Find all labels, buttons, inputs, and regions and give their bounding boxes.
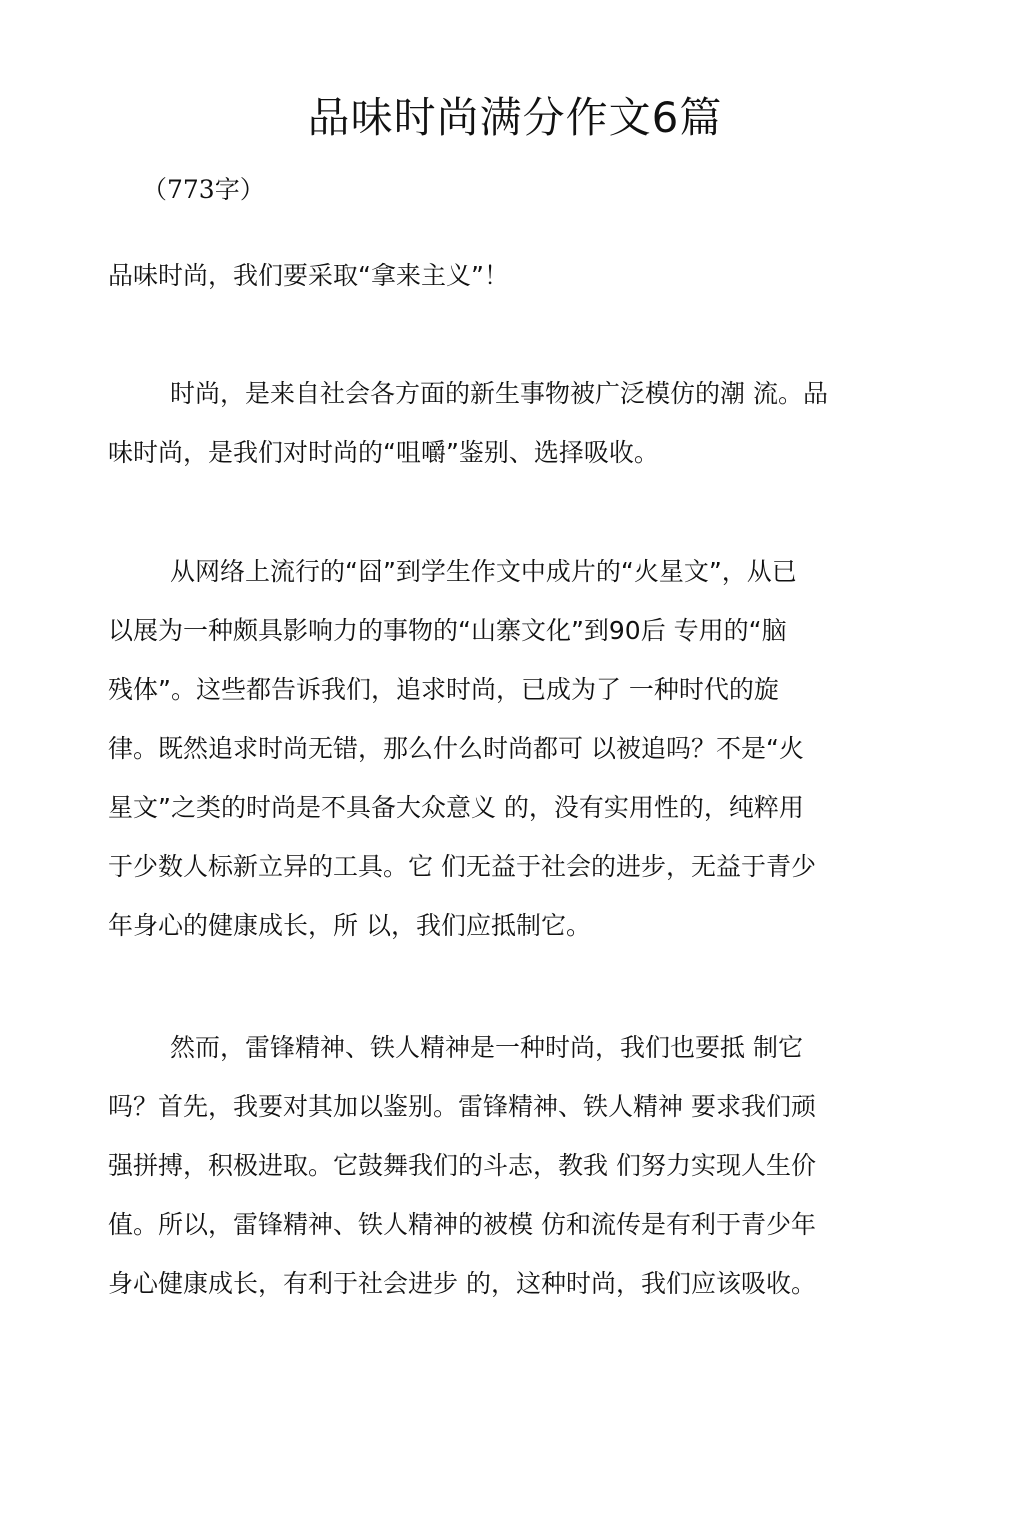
paragraph-line: 值。所以，雷锋精神、铁人精神的被模 仿和流传是有利于青少年 [108,1210,816,1239]
paragraph-line: 时尚，是来自社会各方面的新生事物被广泛模仿的潮 流。品 [170,379,828,408]
paragraph-line: 律。既然追求时尚无错，那么什么时尚都可 以被追吗？不是“火 [108,734,804,763]
paragraph-line: 味时尚，是我们对时尚的“咀嚼”鉴别、选择吸收。 [108,438,659,467]
document-title: 品味时尚满分作文6篇 [307,93,723,142]
paragraph-line: 然而，雷锋精神、铁人精神是一种时尚，我们也要抵 制它 [170,1033,803,1062]
paragraph-line: 星文”之类的时尚是不具备大众意义 的，没有实用性的，纯粹用 [108,793,804,822]
paragraph-line: 强拼搏，积极进取。它鼓舞我们的斗志，教我 们努力实现人生价 [108,1151,816,1180]
paragraph-line: 从网络上流行的“囧”到学生作文中成片的“火星文”，从已 [170,557,797,586]
paragraph-line: 残体”。这些都告诉我们，追求时尚，已成为了 一种时代的旋 [108,675,779,704]
paragraph-line: 年身心的健康成长，所 以，我们应抵制它。 [108,911,591,940]
word-count: （773字） [142,175,265,204]
thesis-line: 品味时尚，我们要采取“拿来主义”！ [108,261,509,290]
paragraph-line: 以展为一种颇具影响力的事物的“山寨文化”到90后 专用的“脑 [108,616,787,645]
paragraph-line: 于少数人标新立异的工具。它 们无益于社会的进步，无益于青少 [108,852,816,881]
paragraph-line: 身心健康成长，有利于社会进步 的，这种时尚，我们应该吸收。 [108,1269,816,1298]
paragraph-line: 吗？首先，我要对其加以鉴别。雷锋精神、铁人精神 要求我们顽 [108,1092,816,1121]
